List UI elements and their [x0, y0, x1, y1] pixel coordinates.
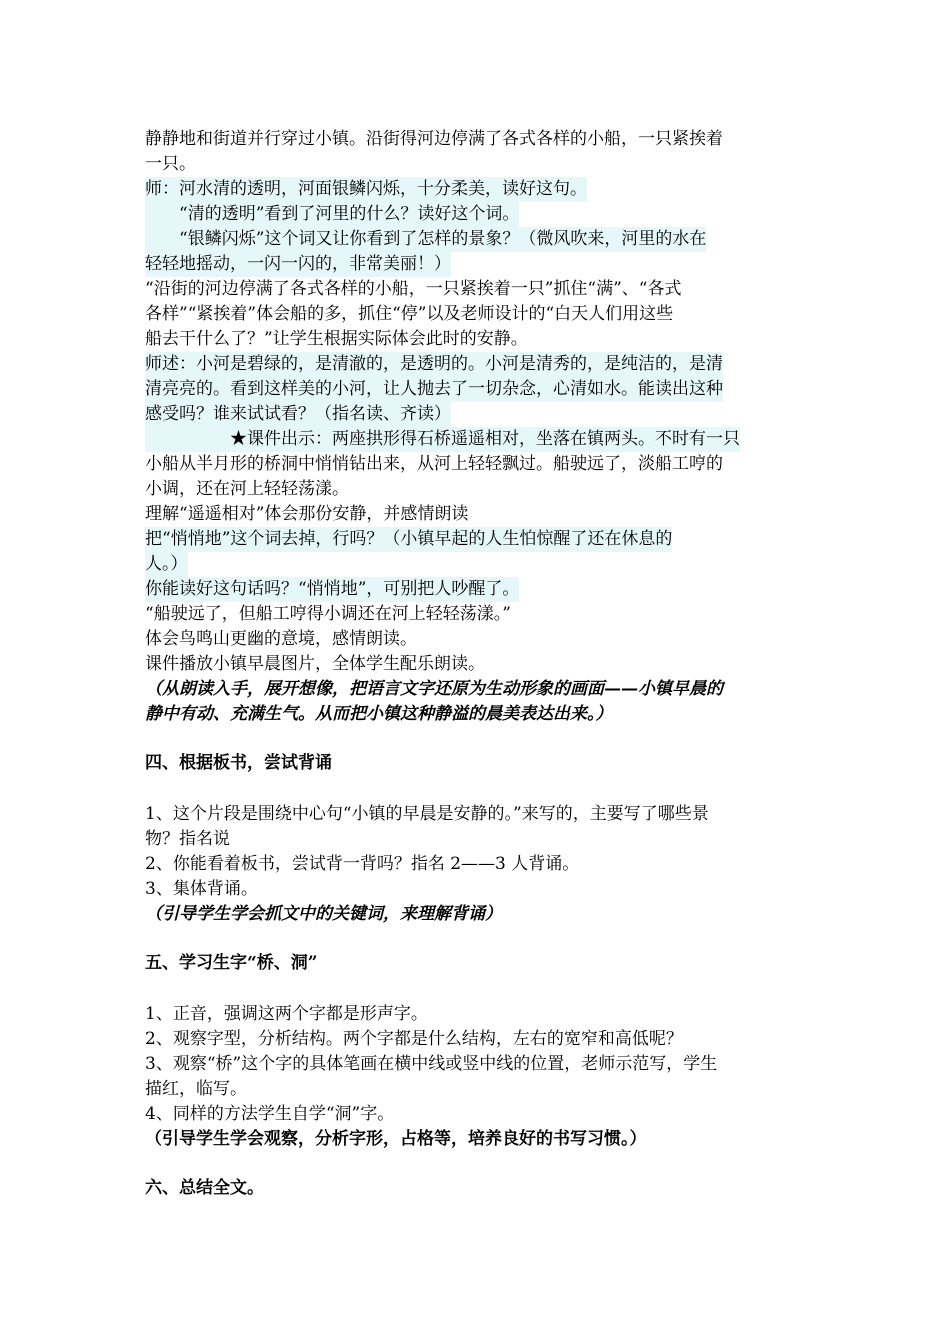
text-line: “船驶远了，但船工哼得小调还在河上轻轻荡漾。” — [145, 604, 511, 624]
section-heading: 五、学习生字“桥、洞” — [145, 953, 318, 973]
text-line: 静静地和街道并行穿过小镇。沿街得河边停满了各式各样的小船，一只紧挨着 — [145, 129, 723, 149]
text-line: 轻轻地摇动，一闪一闪的，非常美丽！） — [145, 252, 451, 277]
text-line: （从朗读入手，展开想像，把语言文字还原为生动形象的画面——小镇早晨的 — [145, 679, 723, 699]
text-line: 4、同样的方法学生自学“洞”字。 — [145, 1104, 395, 1124]
text-line: 感受吗？谁来试试看？（指名读、齐读） — [145, 402, 451, 427]
text-line: 体会鸟鸣山更幽的意境，感情朗读。 — [145, 629, 417, 649]
text-line: 各样”“紧挨着”体会船的多，抓住“停”以及老师设计的“白天人们用这些 — [145, 304, 674, 324]
text-line: 1、正音，强调这两个字都是形声字。 — [145, 1004, 428, 1024]
text-line: 静中有动、充满生气。从而把小镇这种静溢的晨美表达出来。） — [145, 704, 613, 724]
text-line: “银鳞闪烁”这个词又让你看到了怎样的景象？（微风吹来，河里的水在 — [145, 227, 706, 252]
section-heading: 四、根据板书，尝试背诵 — [145, 753, 332, 773]
text-line: 理解“遥遥相对”体会那份安静，并感情朗读 — [145, 504, 469, 524]
text-line: 师：河水清的透明，河面银鳞闪烁，十分柔美，读好这句。 — [145, 177, 587, 202]
text-line: 物？指名说 — [145, 829, 230, 849]
text-line: 描红，临写。 — [145, 1079, 247, 1099]
text-line: 你能读好这句话吗？“悄悄地”，可别把人吵醒了。 — [145, 577, 519, 602]
text-line: 船去干什么了？”让学生根据实际体会此时的安静。 — [145, 329, 528, 349]
text-line: 3、集体背诵。 — [145, 879, 258, 899]
text-line: 3、观察“桥”这个字的具体笔画在横中线或竖中线的位置，老师示范写，学生 — [145, 1054, 718, 1074]
text-line: 师述：小河是碧绿的，是清澈的，是透明的。小河是清秀的，是纯洁的，是清 — [145, 352, 723, 377]
text-line: 小船从半月形的桥洞中悄悄钻出来，从河上轻轻飘过。船驶远了，淡船工哼的 — [145, 454, 723, 474]
text-line: （引导学生学会观察，分析字形，占格等，培养良好的书写习惯。） — [145, 1129, 647, 1149]
section-heading: 六、总结全文。 — [145, 1178, 264, 1198]
text-line: 清亮亮的。看到这样美的小河，让人抛去了一切杂念，心清如水。能读出这种 — [145, 377, 723, 402]
text-line: 把“悄悄地”这个词去掉，行吗？（小镇早起的人生怕惊醒了还在休息的 — [145, 527, 672, 552]
text-line: （引导学生学会抓文中的关键词，来理解背诵） — [145, 904, 502, 924]
text-line: 1、这个片段是围绕中心句“小镇的早晨是安静的。”来写的，主要写了哪些景 — [145, 804, 709, 824]
text-line: 2、你能看着板书，尝试背一背吗？指名 2——3 人背诵。 — [145, 854, 580, 874]
text-line: “沿街的河边停满了各式各样的小船，一只紧挨着一只”抓住“满”、“各式 — [145, 279, 682, 299]
text-line: 2、观察字型，分析结构。两个字都是什么结构，左右的宽窄和高低呢？ — [145, 1029, 683, 1049]
text-line: 人。） — [145, 552, 188, 577]
text-line: 一只。 — [145, 154, 196, 174]
text-line: 课件播放小镇早晨图片，全体学生配乐朗读。 — [145, 654, 485, 674]
text-line: 小调，还在河上轻轻荡漾。 — [145, 479, 349, 499]
text-line: “清的透明”看到了河里的什么？读好这个词。 — [145, 202, 519, 227]
text-line: ★课件出示：两座拱形得石桥遥遥相对，坐落在镇两头。不时有一只 — [145, 427, 740, 452]
